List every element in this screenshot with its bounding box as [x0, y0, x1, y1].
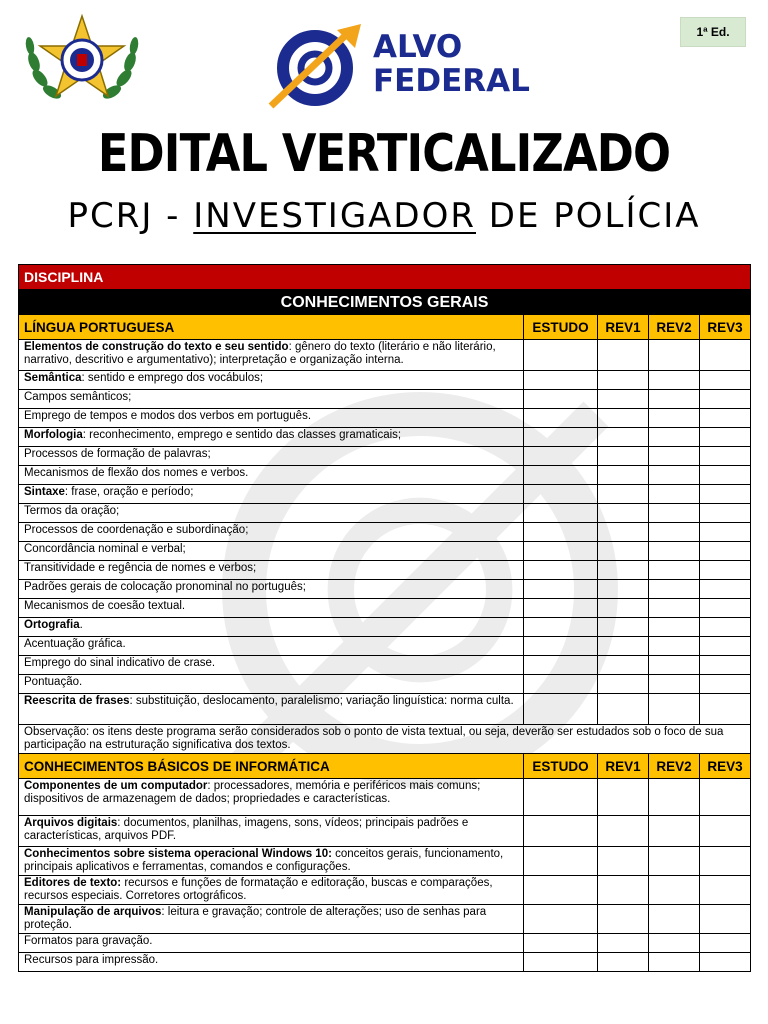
- checkbox-cell[interactable]: [524, 340, 598, 371]
- topic-text: Mecanismos de coesão textual.: [24, 600, 186, 612]
- topic-text: .: [79, 619, 83, 631]
- checkbox-cell[interactable]: [700, 504, 751, 523]
- topic-cell: [19, 675, 524, 694]
- checkbox-cell[interactable]: [700, 580, 751, 599]
- column-header: REV2: [649, 315, 700, 340]
- checkbox-cell[interactable]: [524, 599, 598, 618]
- table-row: [19, 371, 751, 390]
- topic-cell: [19, 580, 524, 599]
- checkbox-cell[interactable]: [524, 934, 598, 953]
- checkbox-cell[interactable]: [649, 580, 700, 599]
- checkbox-cell[interactable]: [598, 485, 649, 504]
- topic-text: Padrões gerais de colocação pronominal no português;: [24, 581, 306, 593]
- table-row: [19, 409, 751, 428]
- police-crest-icon: [20, 12, 144, 108]
- checkbox-cell[interactable]: [700, 523, 751, 542]
- checkbox-cell[interactable]: [700, 428, 751, 447]
- topic-cell: [19, 340, 524, 371]
- checkbox-cell[interactable]: [649, 618, 700, 637]
- checkbox-cell[interactable]: [649, 656, 700, 675]
- table-row: [19, 504, 751, 523]
- table-row: [19, 599, 751, 618]
- table-row: [19, 847, 751, 876]
- subject-name: CONHECIMENTOS BÁSICOS DE INFORMÁTICA: [19, 754, 524, 779]
- column-header: ESTUDO: [524, 754, 598, 779]
- topic-text: : processadores, memória e periféricos mais comuns; dispositivos de armazenagem de dados; propriedades e características.: [24, 780, 481, 805]
- checkbox-cell[interactable]: [649, 905, 700, 934]
- topic-cell: [19, 371, 524, 390]
- table-row: [19, 561, 751, 580]
- topic-cell: [19, 542, 524, 561]
- checkbox-cell[interactable]: [524, 618, 598, 637]
- topic-cell: [19, 447, 524, 466]
- checkbox-cell[interactable]: [649, 371, 700, 390]
- checkbox-cell[interactable]: [524, 905, 598, 934]
- column-header: REV3: [700, 754, 751, 779]
- subject-name: LÍNGUA PORTUGUESA: [19, 315, 524, 340]
- topic-text: recursos e funções de formatação e editoração, buscas e comparações, recursos especiais. Corretores ortográficos.: [24, 877, 493, 902]
- topic-cell: [19, 779, 524, 816]
- topic-title: Conhecimentos sobre sistema operacional Windows 10:: [24, 848, 332, 860]
- table-row: [19, 779, 751, 816]
- checkbox-cell[interactable]: [649, 675, 700, 694]
- checkbox-cell[interactable]: [524, 694, 598, 725]
- discipline-header: DISCIPLINA: [19, 265, 751, 290]
- table-row: [19, 580, 751, 599]
- checkbox-cell[interactable]: [700, 485, 751, 504]
- table-row: [19, 340, 751, 371]
- checkbox-cell[interactable]: [649, 409, 700, 428]
- topic-title: Ortografia: [24, 619, 80, 631]
- checkbox-cell[interactable]: [649, 953, 700, 972]
- topic-cell: [19, 934, 524, 953]
- topic-title: Sintaxe: [24, 486, 65, 498]
- column-header: REV1: [598, 754, 649, 779]
- checkbox-cell[interactable]: [598, 599, 649, 618]
- checkbox-cell[interactable]: [649, 340, 700, 371]
- topic-title: Elementos de construção do texto e seu sentido: [24, 341, 289, 353]
- column-header: REV2: [649, 754, 700, 779]
- checkbox-cell[interactable]: [598, 694, 649, 725]
- checkbox-cell[interactable]: [524, 523, 598, 542]
- checkbox-cell[interactable]: [524, 816, 598, 847]
- topic-cell: [19, 504, 524, 523]
- checkbox-cell[interactable]: [524, 542, 598, 561]
- checkbox-cell[interactable]: [598, 580, 649, 599]
- checkbox-cell[interactable]: [524, 656, 598, 675]
- checkbox-cell[interactable]: [700, 390, 751, 409]
- topic-text: Pontuação.: [24, 676, 83, 688]
- checkbox-cell[interactable]: [700, 816, 751, 847]
- table-row: [19, 905, 751, 934]
- checkbox-cell[interactable]: [598, 428, 649, 447]
- table-row: [19, 523, 751, 542]
- topic-cell: [19, 618, 524, 637]
- checkbox-cell[interactable]: [598, 637, 649, 656]
- checkbox-cell[interactable]: [649, 466, 700, 485]
- checkbox-cell[interactable]: [700, 409, 751, 428]
- checkbox-cell[interactable]: [700, 542, 751, 561]
- topic-cell: [19, 409, 524, 428]
- topic-title: Editores de texto:: [24, 877, 122, 889]
- topic-text: : reconhecimento, emprego e sentido das classes gramaticais;: [82, 429, 402, 441]
- checkbox-cell[interactable]: [649, 561, 700, 580]
- table-row: [19, 485, 751, 504]
- topic-text: : documentos, planilhas, imagens, sons, vídeos; principais padrões e características, arquivos PDF.: [24, 817, 469, 842]
- topic-cell: [19, 847, 524, 876]
- checkbox-cell[interactable]: [700, 953, 751, 972]
- discipline-header-row: [19, 265, 751, 290]
- checkbox-cell[interactable]: [700, 675, 751, 694]
- checkbox-cell[interactable]: [524, 580, 598, 599]
- checkbox-cell[interactable]: [524, 409, 598, 428]
- checkbox-cell[interactable]: [649, 428, 700, 447]
- checkbox-cell[interactable]: [649, 816, 700, 847]
- checkbox-cell[interactable]: [649, 485, 700, 504]
- checkbox-cell[interactable]: [598, 542, 649, 561]
- topic-text: Emprego do sinal indicativo de crase.: [24, 657, 216, 669]
- topic-cell: [19, 390, 524, 409]
- topic-title: Componentes de um computador: [24, 780, 208, 792]
- checkbox-cell[interactable]: [598, 447, 649, 466]
- checkbox-cell[interactable]: [700, 371, 751, 390]
- table-row: [19, 466, 751, 485]
- topic-cell: [19, 599, 524, 618]
- checkbox-cell[interactable]: [700, 561, 751, 580]
- checkbox-cell[interactable]: [524, 390, 598, 409]
- checkbox-cell[interactable]: [598, 466, 649, 485]
- checkbox-cell[interactable]: [598, 618, 649, 637]
- checkbox-cell[interactable]: [524, 675, 598, 694]
- subject-header-row: [19, 754, 751, 779]
- column-header: REV1: [598, 315, 649, 340]
- column-header: ESTUDO: [524, 315, 598, 340]
- table-row: [19, 953, 751, 972]
- topic-cell: [19, 485, 524, 504]
- topic-text: Emprego de tempos e modos dos verbos em português.: [24, 410, 312, 422]
- checkbox-cell[interactable]: [598, 953, 649, 972]
- table-row: [19, 934, 751, 953]
- topic-text: Formatos para gravação.: [24, 935, 153, 947]
- page-subtitle: PCRJ - INVESTIGADOR DE POLÍCIA: [67, 196, 701, 236]
- table-row: [19, 656, 751, 675]
- topic-cell: [19, 816, 524, 847]
- topic-title: Manipulação de arquivos: [24, 906, 162, 918]
- table-row: [19, 694, 751, 725]
- topic-text: Processos de coordenação e subordinação;: [24, 524, 249, 536]
- checkbox-cell[interactable]: [598, 779, 649, 816]
- checkbox-cell[interactable]: [598, 390, 649, 409]
- checkbox-cell[interactable]: [598, 409, 649, 428]
- checkbox-cell[interactable]: [700, 656, 751, 675]
- checkbox-cell[interactable]: [649, 504, 700, 523]
- checkbox-cell[interactable]: [700, 934, 751, 953]
- checkbox-cell[interactable]: [524, 876, 598, 905]
- topic-text: Concordância nominal e verbal;: [24, 543, 186, 555]
- edition-badge: 1ª Ed.: [680, 17, 746, 47]
- table-row: [19, 637, 751, 656]
- checkbox-cell[interactable]: [649, 637, 700, 656]
- note-cell: Observação: os itens deste programa serão considerados sob o ponto de vista textual, ou seja, deverão ser estudados sob o foco de sua participação na estruturação significativa dos textos.: [19, 725, 751, 754]
- topic-cell: [19, 561, 524, 580]
- topic-cell: [19, 953, 524, 972]
- checkbox-cell[interactable]: [649, 390, 700, 409]
- topic-text: : frase, oração e período;: [64, 486, 194, 498]
- checkbox-cell[interactable]: [649, 934, 700, 953]
- checkbox-cell[interactable]: [700, 694, 751, 725]
- checkbox-cell[interactable]: [700, 637, 751, 656]
- topic-text: Mecanismos de flexão dos nomes e verbos.: [24, 467, 249, 479]
- topic-text: Campos semânticos;: [24, 391, 132, 403]
- syllabus-table: [18, 264, 751, 972]
- topic-title: Arquivos digitais: [24, 817, 118, 829]
- topic-cell: [19, 523, 524, 542]
- checkbox-cell[interactable]: [598, 371, 649, 390]
- checkbox-cell[interactable]: [598, 905, 649, 934]
- checkbox-cell[interactable]: [700, 905, 751, 934]
- checkbox-cell[interactable]: [598, 934, 649, 953]
- topic-cell: [19, 905, 524, 934]
- topic-cell: [19, 876, 524, 905]
- checkbox-cell[interactable]: [649, 847, 700, 876]
- note-row: [19, 725, 751, 754]
- checkbox-cell[interactable]: [598, 876, 649, 905]
- topic-text: conceitos gerais, funcionamento, principais aplicativos e ferramentas, comandos e configurações.: [24, 848, 504, 873]
- checkbox-cell[interactable]: [524, 447, 598, 466]
- checkbox-cell[interactable]: [598, 561, 649, 580]
- table-row: [19, 447, 751, 466]
- checkbox-cell[interactable]: [598, 656, 649, 675]
- topic-text: : leitura e gravação; controle de alterações; uso de senhas para proteção.: [24, 906, 487, 931]
- checkbox-cell[interactable]: [598, 523, 649, 542]
- checkbox-cell[interactable]: [598, 675, 649, 694]
- checkbox-cell[interactable]: [524, 371, 598, 390]
- checkbox-cell[interactable]: [649, 523, 700, 542]
- topic-cell: [19, 694, 524, 725]
- checkbox-cell[interactable]: [524, 428, 598, 447]
- topic-text: : sentido e emprego dos vocábulos;: [81, 372, 264, 384]
- checkbox-cell[interactable]: [649, 542, 700, 561]
- table-row: [19, 816, 751, 847]
- table-row: [19, 390, 751, 409]
- table-row: [19, 876, 751, 905]
- checkbox-cell[interactable]: [700, 618, 751, 637]
- checkbox-cell[interactable]: [649, 876, 700, 905]
- checkbox-cell[interactable]: [524, 953, 598, 972]
- checkbox-cell[interactable]: [598, 816, 649, 847]
- topic-text: Transitividade e regência de nomes e verbos;: [24, 562, 257, 574]
- checkbox-cell[interactable]: [598, 340, 649, 371]
- checkbox-cell[interactable]: [598, 504, 649, 523]
- topic-text: : gênero do texto (literário e não literário, narrativo, descritivo e argumentativo); interpretação e organização interna.: [24, 341, 496, 366]
- topic-text: : substituição, deslocamento, paralelismo; variação linguística: norma culta.: [129, 695, 514, 707]
- table-row: [19, 428, 751, 447]
- topic-text: Processos de formação de palavras;: [24, 448, 211, 460]
- section-header: CONHECIMENTOS GERAIS: [19, 290, 751, 315]
- topic-text: Recursos para impressão.: [24, 954, 159, 966]
- topic-cell: [19, 428, 524, 447]
- topic-cell: [19, 637, 524, 656]
- checkbox-cell[interactable]: [524, 561, 598, 580]
- section-header-row: [19, 290, 751, 315]
- checkbox-cell[interactable]: [649, 447, 700, 466]
- checkbox-cell[interactable]: [700, 466, 751, 485]
- checkbox-cell[interactable]: [700, 779, 751, 816]
- checkbox-cell[interactable]: [649, 599, 700, 618]
- topic-cell: [19, 466, 524, 485]
- subject-header-row: [19, 315, 751, 340]
- table-row: [19, 542, 751, 561]
- checkbox-cell[interactable]: [524, 466, 598, 485]
- checkbox-cell[interactable]: [700, 340, 751, 371]
- checkbox-cell[interactable]: [524, 847, 598, 876]
- table-row: [19, 675, 751, 694]
- checkbox-cell[interactable]: [649, 694, 700, 725]
- checkbox-cell[interactable]: [524, 779, 598, 816]
- topic-cell: [19, 656, 524, 675]
- checkbox-cell[interactable]: [649, 779, 700, 816]
- column-header: REV3: [700, 315, 751, 340]
- table-row: [19, 618, 751, 637]
- topic-title: Morfologia: [24, 429, 83, 441]
- page-title: EDITAL VERTICALIZADO: [97, 124, 671, 184]
- checkbox-cell[interactable]: [700, 876, 751, 905]
- checkbox-cell[interactable]: [524, 637, 598, 656]
- topic-text: Acentuação gráfica.: [24, 638, 126, 650]
- checkbox-cell[interactable]: [700, 447, 751, 466]
- checkbox-cell[interactable]: [524, 504, 598, 523]
- checkbox-cell[interactable]: [598, 847, 649, 876]
- logo-wordmark: ALVO FEDERAL: [373, 29, 530, 99]
- topic-title: Reescrita de frases: [24, 695, 130, 707]
- checkbox-cell[interactable]: [700, 847, 751, 876]
- topic-text: Termos da oração;: [24, 505, 120, 517]
- checkbox-cell[interactable]: [524, 485, 598, 504]
- topic-title: Semântica: [24, 372, 82, 384]
- checkbox-cell[interactable]: [700, 599, 751, 618]
